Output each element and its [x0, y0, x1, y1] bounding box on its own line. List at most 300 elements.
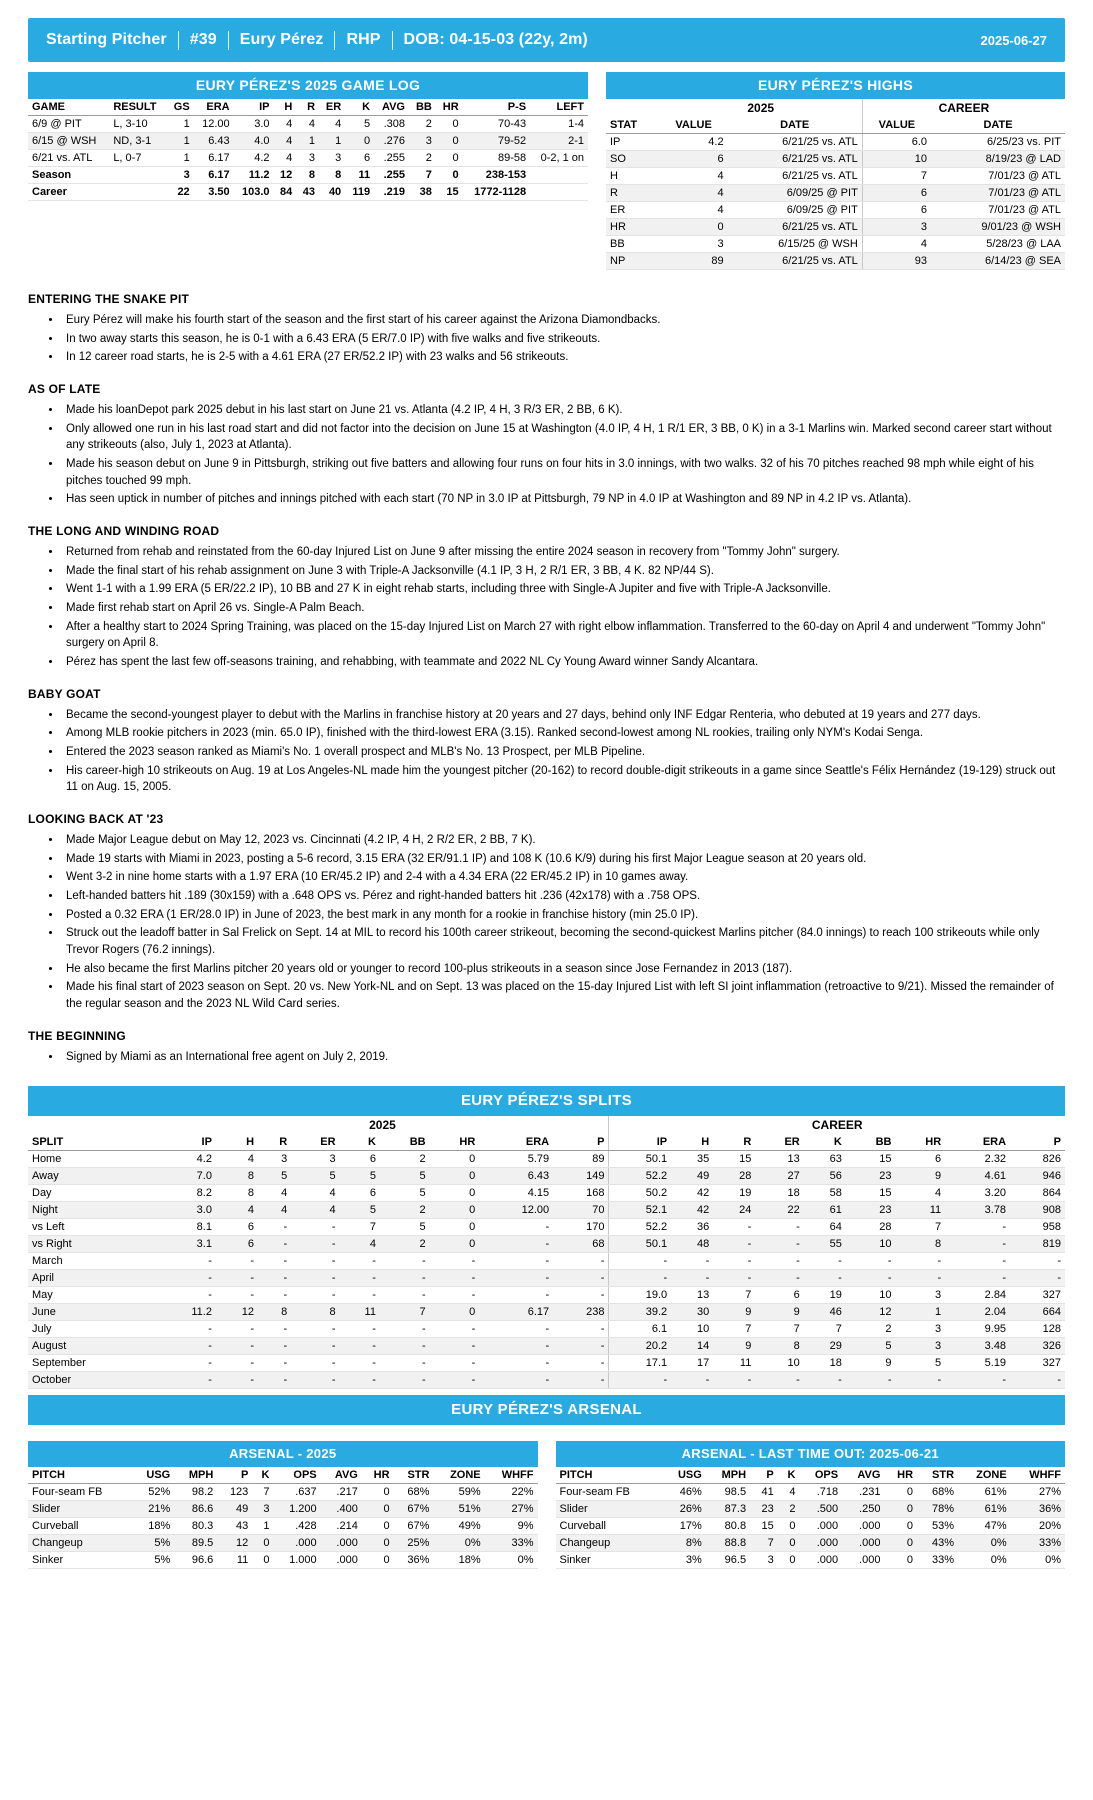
- table-cell: 149: [553, 1167, 609, 1184]
- table-cell: 3: [319, 150, 345, 167]
- table-cell: 25%: [394, 1534, 434, 1551]
- table-cell: 4: [258, 1184, 291, 1201]
- bullet-item: • Struck out the leadoff batter in Sal Frelick on Sept. 14 at MIL to record his 100th career strikeout, becoming the second-quickest Marlins pitcher (84.0 innings) to reach 100 strikeouts while only Trevor Rogers (76.2 innings).: [62, 925, 1065, 958]
- table-cell: 7: [713, 1320, 755, 1337]
- table-cell: Four-seam FB: [28, 1483, 132, 1500]
- section-bullet-list: [62, 832, 1065, 1013]
- table-cell: 6/21/25 vs. ATL: [728, 151, 863, 168]
- player-name: Eury Pérez: [239, 31, 324, 48]
- table-cell: H: [606, 168, 660, 185]
- column-header: HR: [362, 1467, 394, 1484]
- table-cell: 11.2: [157, 1303, 216, 1320]
- table-cell: -: [479, 1269, 553, 1286]
- arsenal-2025-table: [28, 1467, 538, 1569]
- table-cell: .000: [842, 1551, 884, 1568]
- table-row: [28, 1269, 1065, 1286]
- table-cell: -: [479, 1337, 553, 1354]
- table-cell: 4: [660, 185, 728, 202]
- player-number: #39: [189, 31, 217, 48]
- bullet-item: • Only allowed one run in his last road start and did not factor into the decision on June 15 at Washington (4.0 IP, 4 H, 1 R/1 ER, 3 BB, 0 K) in a 3-1 Marlins win. Marked second career start without any strikeouts (also, July 1, 2023 at Atlanta).: [62, 421, 1065, 454]
- table-cell: -: [846, 1371, 896, 1388]
- table-cell: 22: [167, 184, 194, 201]
- table-row: [606, 202, 1065, 219]
- table-cell: 10: [755, 1354, 803, 1371]
- table-cell: -: [553, 1252, 609, 1269]
- column-header: P: [553, 1134, 609, 1151]
- table-cell: 0: [430, 1184, 480, 1201]
- table-cell: -: [713, 1371, 755, 1388]
- arsenal-last-header-row: [556, 1467, 1066, 1484]
- section-bullet-list: [62, 312, 1065, 366]
- table-row: [28, 150, 588, 167]
- table-cell: 6.17: [479, 1303, 553, 1320]
- table-cell: 2: [846, 1320, 896, 1337]
- table-cell: 2: [380, 1235, 430, 1252]
- table-cell: 6/21/25 vs. ATL: [728, 134, 863, 151]
- column-header: RESULT: [109, 99, 167, 116]
- table-cell: -: [258, 1218, 291, 1235]
- table-cell: 39.2: [609, 1303, 671, 1320]
- table-cell: 826: [1010, 1150, 1065, 1167]
- table-cell: 78%: [917, 1500, 958, 1517]
- column-header: K: [252, 1467, 273, 1484]
- highs-group-blank: [606, 99, 660, 117]
- table-cell: 11: [217, 1551, 252, 1568]
- table-cell: 4: [340, 1235, 380, 1252]
- table-cell: 3.0: [234, 116, 274, 133]
- table-cell: IP: [606, 134, 660, 151]
- table-cell: .231: [842, 1483, 884, 1500]
- table-cell: 68%: [394, 1483, 434, 1500]
- column-header: P: [750, 1467, 778, 1484]
- table-cell: 19.0: [609, 1286, 671, 1303]
- table-row: [606, 236, 1065, 253]
- table-cell: 6/21/25 vs. ATL: [728, 219, 863, 236]
- table-row: [28, 1235, 1065, 1252]
- table-cell: 2: [409, 150, 436, 167]
- table-cell: -: [258, 1354, 291, 1371]
- table-cell: 5/28/23 @ LAA: [931, 236, 1065, 253]
- column-header: K: [345, 99, 374, 116]
- table-cell: 3: [167, 167, 194, 184]
- table-cell: 103.0: [234, 184, 274, 201]
- table-cell: L, 3-10: [109, 116, 167, 133]
- table-cell: 0-2, 1 on: [530, 150, 588, 167]
- column-header: P: [1010, 1134, 1065, 1151]
- table-cell: -: [258, 1252, 291, 1269]
- table-cell: 327: [1010, 1286, 1065, 1303]
- table-cell: -: [671, 1252, 713, 1269]
- table-cell: -: [945, 1235, 1010, 1252]
- table-cell: 27%: [1011, 1483, 1065, 1500]
- table-cell: -: [216, 1354, 258, 1371]
- section-bullet-list: [62, 1049, 1065, 1066]
- table-cell: -: [216, 1371, 258, 1388]
- table-cell: 0: [436, 150, 463, 167]
- table-cell: -: [430, 1371, 480, 1388]
- table-cell: 4: [274, 150, 297, 167]
- table-cell: 7: [252, 1483, 273, 1500]
- table-cell: 42: [671, 1184, 713, 1201]
- table-cell: .718: [799, 1483, 842, 1500]
- column-header: BB: [846, 1134, 896, 1151]
- table-cell: 4.2: [234, 150, 274, 167]
- table-cell: 326: [1010, 1337, 1065, 1354]
- column-header: H: [671, 1134, 713, 1151]
- table-cell: 9%: [485, 1517, 538, 1534]
- table-row: [28, 1337, 1065, 1354]
- table-cell: 0: [430, 1150, 480, 1167]
- table-cell: 9: [895, 1167, 945, 1184]
- arsenal-last-body: [556, 1483, 1066, 1568]
- table-cell: 52.2: [609, 1218, 671, 1235]
- bullet-item: • Eury Pérez will make his fourth start of the season and the first start of his career against the Arizona Diamondbacks.: [62, 312, 1065, 329]
- table-cell: 2.32: [945, 1150, 1010, 1167]
- table-cell: 0: [430, 1167, 480, 1184]
- column-header: IP: [609, 1134, 671, 1151]
- table-cell: 0: [345, 133, 374, 150]
- bullet-item: • Became the second-youngest player to debut with the Marlins in franchise history at 20 years and 27 days, behind only INF Edgar Renteria, who debuted at 19 years and 277 days.: [62, 707, 1065, 724]
- table-cell: 5: [291, 1167, 339, 1184]
- table-cell: 7: [750, 1534, 778, 1551]
- column-header: ERA: [194, 99, 234, 116]
- table-cell: 98.2: [174, 1483, 217, 1500]
- table-cell: -: [340, 1320, 380, 1337]
- table-cell: 6: [216, 1218, 258, 1235]
- table-cell: -: [340, 1286, 380, 1303]
- table-cell: -: [291, 1320, 339, 1337]
- table-cell: 7: [409, 167, 436, 184]
- table-cell: 11: [895, 1201, 945, 1218]
- column-header: R: [258, 1134, 291, 1151]
- table-cell: 59%: [433, 1483, 484, 1500]
- game-log-body: [28, 116, 588, 201]
- table-cell: -: [430, 1269, 480, 1286]
- bullet-item: • Returned from rehab and reinstated from the 60-day Injured List on June 9 after missing the entire 2024 season in recovery from "Tommy John" surgery.: [62, 544, 1065, 561]
- table-row: [28, 1500, 538, 1517]
- table-cell: 4.61: [945, 1167, 1010, 1184]
- table-cell: 0: [430, 1235, 480, 1252]
- arsenal-2025-col: [28, 1441, 538, 1569]
- table-cell: 27%: [485, 1500, 538, 1517]
- table-cell: -: [157, 1354, 216, 1371]
- table-cell: 47%: [958, 1517, 1011, 1534]
- table-cell: 15: [846, 1150, 896, 1167]
- table-cell: .000: [842, 1517, 884, 1534]
- table-cell: 89-58: [463, 150, 530, 167]
- column-header: AVG: [842, 1467, 884, 1484]
- table-row: [28, 1551, 538, 1568]
- table-cell: 70: [553, 1201, 609, 1218]
- table-cell: -: [755, 1252, 803, 1269]
- table-cell: -: [713, 1218, 755, 1235]
- highs-body: [606, 134, 1065, 270]
- column-header: R: [713, 1134, 755, 1151]
- table-cell: 0: [252, 1534, 273, 1551]
- column-header: ERA: [945, 1134, 1010, 1151]
- table-row: [606, 168, 1065, 185]
- table-cell: 52%: [132, 1483, 174, 1500]
- table-cell: 15: [436, 184, 463, 201]
- table-cell: .214: [321, 1517, 362, 1534]
- bullet-item: • Made first rehab start on April 26 vs. Single-A Palm Beach.: [62, 600, 1065, 617]
- table-cell: 0: [430, 1303, 480, 1320]
- table-cell: 3: [895, 1337, 945, 1354]
- table-cell: -: [380, 1252, 430, 1269]
- table-cell: 6/09/25 @ PIT: [728, 185, 863, 202]
- column-header: ERA: [479, 1134, 553, 1151]
- table-row: [28, 1252, 1065, 1269]
- column-header: IP: [157, 1134, 216, 1151]
- table-cell: 0: [778, 1551, 800, 1568]
- table-cell: 7: [895, 1218, 945, 1235]
- column-header: R: [296, 99, 319, 116]
- table-cell: 6.0: [862, 134, 931, 151]
- table-row: [556, 1500, 1066, 1517]
- table-cell: 664: [1010, 1303, 1065, 1320]
- table-cell: .400: [321, 1500, 362, 1517]
- table-cell: 4.0: [234, 133, 274, 150]
- table-cell: 9.95: [945, 1320, 1010, 1337]
- table-cell: 5: [340, 1201, 380, 1218]
- table-cell: 49%: [433, 1517, 484, 1534]
- table-cell: 7: [755, 1320, 803, 1337]
- table-cell: 3.1: [157, 1235, 216, 1252]
- table-cell: 0: [362, 1483, 394, 1500]
- table-cell: 0: [778, 1534, 800, 1551]
- table-cell: [109, 184, 167, 201]
- table-cell: 88.8: [706, 1534, 750, 1551]
- table-cell: 8: [319, 167, 345, 184]
- table-cell: 8.2: [157, 1184, 216, 1201]
- table-cell: -: [216, 1286, 258, 1303]
- totals-row: [28, 184, 588, 201]
- table-cell: October: [28, 1371, 157, 1388]
- bullet-item: • Went 1-1 with a 1.99 ERA (5 ER/22.2 IP), 10 BB and 27 K in eight rehab starts, including three with Single-A Jupiter and five with Triple-A Jacksonville.: [62, 581, 1065, 598]
- section-heading: THE BEGINNING: [28, 1028, 126, 1043]
- table-cell: 6: [755, 1286, 803, 1303]
- table-cell: -: [479, 1252, 553, 1269]
- arsenal-last-col: [556, 1441, 1066, 1569]
- table-cell: 28: [713, 1167, 755, 1184]
- table-cell: Night: [28, 1201, 157, 1218]
- column-header: STAT: [606, 117, 660, 134]
- table-cell: 4: [660, 202, 728, 219]
- table-cell: 3: [895, 1286, 945, 1303]
- column-header: HR: [430, 1134, 480, 1151]
- table-cell: 2: [380, 1201, 430, 1218]
- table-cell: 7: [380, 1303, 430, 1320]
- table-cell: Changeup: [556, 1534, 663, 1551]
- table-cell: Sinker: [28, 1551, 132, 1568]
- table-cell: 4: [319, 116, 345, 133]
- table-cell: 8: [258, 1303, 291, 1320]
- table-cell: 28: [846, 1218, 896, 1235]
- table-cell: 15: [846, 1184, 896, 1201]
- table-cell: 19: [804, 1286, 846, 1303]
- table-cell: 8: [291, 1303, 339, 1320]
- table-cell: -: [157, 1337, 216, 1354]
- table-cell: 6.43: [479, 1167, 553, 1184]
- table-cell: 6.17: [194, 167, 234, 184]
- table-cell: 21%: [132, 1500, 174, 1517]
- bullet-item: • Made his loanDepot park 2025 debut in his last start on June 21 vs. Atlanta (4.2 IP, 4 H, 3 R/3 ER, 2 BB, 6 K).: [62, 402, 1065, 419]
- arsenal-section: [28, 1395, 1065, 1569]
- table-cell: -: [945, 1252, 1010, 1269]
- game-log-section: [28, 72, 588, 270]
- column-header: VALUE: [660, 117, 728, 134]
- table-cell: 43: [217, 1517, 252, 1534]
- table-cell: March: [28, 1252, 157, 1269]
- bullet-item: • Made 19 starts with Miami in 2023, posting a 5-6 record, 3.15 ERA (32 ER/91.1 IP) and 108 K (10.6 K/9) during his first Major League season at 20 years old.: [62, 851, 1065, 868]
- column-header: P: [217, 1467, 252, 1484]
- column-header: MPH: [174, 1467, 217, 1484]
- table-cell: 1772-1128: [463, 184, 530, 201]
- table-cell: -: [755, 1371, 803, 1388]
- table-cell: 8: [755, 1337, 803, 1354]
- table-cell: 56: [804, 1167, 846, 1184]
- highs-header-row: [606, 117, 1065, 134]
- table-row: [606, 253, 1065, 270]
- table-cell: 61%: [958, 1483, 1011, 1500]
- notes-container: [28, 292, 1065, 1066]
- table-cell: 17%: [662, 1517, 705, 1534]
- section-bullet-list: [62, 402, 1065, 508]
- table-cell: 14: [671, 1337, 713, 1354]
- table-cell: -: [1010, 1269, 1065, 1286]
- table-cell: 3%: [662, 1551, 705, 1568]
- table-row: [28, 1483, 538, 1500]
- table-cell: 3.50: [194, 184, 234, 201]
- table-cell: 7.0: [157, 1167, 216, 1184]
- table-cell: 1: [296, 133, 319, 150]
- table-cell: 18%: [132, 1517, 174, 1534]
- table-row: [28, 133, 588, 150]
- table-cell: -: [553, 1371, 609, 1388]
- table-cell: 12: [216, 1303, 258, 1320]
- table-cell: 49: [671, 1167, 713, 1184]
- table-cell: August: [28, 1337, 157, 1354]
- table-cell: 4: [862, 236, 931, 253]
- table-cell: 0: [436, 167, 463, 184]
- table-cell: .000: [799, 1517, 842, 1534]
- table-row: [28, 1201, 1065, 1218]
- table-cell: 10: [846, 1286, 896, 1303]
- column-header: ER: [291, 1134, 339, 1151]
- section-heading: ENTERING THE SNAKE PIT: [28, 292, 190, 306]
- table-cell: 0%: [433, 1534, 484, 1551]
- table-cell: 3: [660, 236, 728, 253]
- column-header: H: [274, 99, 297, 116]
- table-cell: 40: [319, 184, 345, 201]
- table-cell: 6: [216, 1235, 258, 1252]
- table-cell: 238: [553, 1303, 609, 1320]
- bullet-item: • Made his season debut on June 9 in Pittsburgh, striking out five batters and allowing four runs on four hits in 3.0 innings, with two walks. 32 of his 70 pitches reached 98 mph while eight of his pitches touched 99 mph.: [62, 456, 1065, 489]
- bullet-item: • Made his final start of 2023 season on Sept. 20 vs. New York-NL and on Sept. 13 was placed on the 15-day Injured List with left SI joint inflammation (retroactive to 9/21). Missed the remainder of the regular season and the 2023 NL Wild Card series.: [62, 979, 1065, 1012]
- game-log-title: EURY PÉREZ'S 2025 GAME LOG: [28, 72, 588, 99]
- table-cell: 20%: [1011, 1517, 1065, 1534]
- table-cell: -: [291, 1286, 339, 1303]
- table-cell: 2: [409, 116, 436, 133]
- table-cell: 50.1: [609, 1235, 671, 1252]
- table-cell: 5: [258, 1167, 291, 1184]
- table-cell: 8%: [662, 1534, 705, 1551]
- table-cell: 0: [430, 1218, 480, 1235]
- table-cell: NP: [606, 253, 660, 270]
- table-cell: -: [157, 1286, 216, 1303]
- table-cell: 12.00: [194, 116, 234, 133]
- table-cell: 67%: [394, 1500, 434, 1517]
- table-cell: 98.5: [706, 1483, 750, 1500]
- table-cell: 6/9 @ PIT: [28, 116, 109, 133]
- table-cell: -: [609, 1252, 671, 1269]
- table-cell: 1: [319, 133, 345, 150]
- table-cell: 3: [291, 1150, 339, 1167]
- game-log-header-row: [28, 99, 588, 116]
- column-header: DATE: [931, 117, 1065, 134]
- table-row: [28, 1371, 1065, 1388]
- highs-group-2025: 2025: [747, 101, 775, 115]
- column-header: K: [804, 1134, 846, 1151]
- table-cell: -: [430, 1354, 480, 1371]
- column-header: BB: [380, 1134, 430, 1151]
- table-cell: Sinker: [556, 1551, 663, 1568]
- table-cell: -: [380, 1286, 430, 1303]
- table-row: [606, 219, 1065, 236]
- column-header: STR: [394, 1467, 434, 1484]
- table-cell: -: [380, 1320, 430, 1337]
- table-cell: 238-153: [463, 167, 530, 184]
- table-cell: 2.04: [945, 1303, 1010, 1320]
- column-header: ER: [755, 1134, 803, 1151]
- table-cell: 30: [671, 1303, 713, 1320]
- table-cell: 61%: [958, 1500, 1011, 1517]
- table-cell: 11: [345, 167, 374, 184]
- table-cell: 36%: [1011, 1500, 1065, 1517]
- column-header: GAME: [28, 99, 109, 116]
- highs-group-row: [606, 99, 1065, 117]
- table-cell: 8: [216, 1167, 258, 1184]
- table-cell: 119: [345, 184, 374, 201]
- table-cell: 7/01/23 @ ATL: [931, 168, 1065, 185]
- table-cell: 80.3: [174, 1517, 217, 1534]
- table-cell: 3: [750, 1551, 778, 1568]
- table-cell: 22: [755, 1201, 803, 1218]
- table-cell: 36: [671, 1218, 713, 1235]
- table-cell: 50.2: [609, 1184, 671, 1201]
- table-cell: -: [609, 1371, 671, 1388]
- section-heading: AS OF LATE: [28, 382, 101, 397]
- table-cell: 63: [804, 1150, 846, 1167]
- table-cell: .000: [842, 1534, 884, 1551]
- table-cell: Season: [28, 167, 109, 184]
- table-cell: 1: [895, 1303, 945, 1320]
- table-cell: 79-52: [463, 133, 530, 150]
- table-cell: 6/21/25 vs. ATL: [728, 253, 863, 270]
- table-cell: 46%: [662, 1483, 705, 1500]
- column-header: ER: [319, 99, 345, 116]
- table-cell: 51%: [433, 1500, 484, 1517]
- arsenal-last-title: ARSENAL - LAST TIME OUT: 2025-06-21: [556, 1441, 1066, 1467]
- table-cell: -: [1010, 1252, 1065, 1269]
- table-cell: 4: [274, 133, 297, 150]
- table-cell: 7/01/23 @ ATL: [931, 202, 1065, 219]
- table-cell: 123: [217, 1483, 252, 1500]
- table-cell: -: [713, 1252, 755, 1269]
- bullet-item: • Entered the 2023 season ranked as Miami's No. 1 overall prospect and MLB's No. 13 Prospect, per MLB Pipeline.: [62, 744, 1065, 761]
- table-cell: vs Right: [28, 1235, 157, 1252]
- column-header: PITCH: [556, 1467, 663, 1484]
